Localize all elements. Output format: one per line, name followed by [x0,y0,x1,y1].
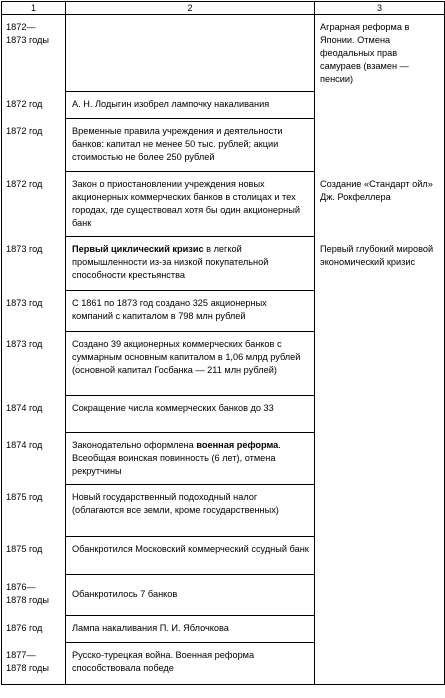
chronology-table [1,1,445,685]
event-text: . Всеобщая воинская повинность (6 лет), отмена рекрутчины [72,440,281,476]
year-cell: 1873 год [2,237,66,291]
header-row [2,2,445,15]
year-cell: 1873 год [2,332,66,396]
world-event-cell [315,575,445,616]
world-event-cell [315,616,445,643]
year-cell: 1872 год [2,119,66,172]
year-cell: 1876 год [2,616,66,643]
event-text: в легкой промышленности из-за низкой покупательной способности крестьянства [72,244,269,280]
table-row [2,575,445,616]
table-row [2,119,445,172]
event-cell: Русско-турецкая война. Военная реформа способствовала победе [66,643,315,685]
event-cell: Сокращение числа коммерческих банков до 33 [66,396,315,433]
table-row [2,291,445,332]
world-event-cell: Создание «Стандарт ойл» Дж. Рокфеллера [315,172,445,237]
table-row [2,485,445,537]
column-header-3: 3 [315,2,445,15]
table-row [2,537,445,575]
event-cell: Создано 39 акционерных коммерческих банков с суммарным основным капиталом в 1,06 млрд рублей (основной капитал Госбанка — 211 млн рублей) [66,332,315,396]
event-bold-text: Первый циклический кризис [72,244,204,254]
table-row [2,237,445,291]
table-row [2,332,445,396]
column-header-2: 2 [66,2,315,15]
year-cell: 1875 год [2,537,66,575]
world-event-cell [315,92,445,119]
year-cell: 1872 год [2,92,66,119]
column-header-1: 1 [2,2,66,15]
table-row [2,396,445,433]
world-event-cell [315,537,445,575]
event-cell [66,237,315,291]
event-cell: Обанкротилось 7 банков [66,575,315,616]
event-cell: Новый государственный подоходный налог (облагаются все земли, кроме государственных) [66,485,315,537]
year-cell: 1876— 1878 годы [2,575,66,616]
event-cell: А. Н. Лодыгин изобрел лампочку накаливания [66,92,315,119]
table-row [2,616,445,643]
world-event-cell: Первый глубокий мировой экономический кризис [315,237,445,291]
event-cell: Временные правила учреждения и деятельности банков: капитал не менее 50 тыс. рублей; акции стоимостью не более 250 рублей [66,119,315,172]
table-row [2,92,445,119]
year-cell: 1873 год [2,291,66,332]
world-event-cell [315,643,445,685]
event-text: Законодательно оформлена [72,440,197,450]
year-cell: 1872 год [2,172,66,237]
world-event-cell [315,291,445,332]
year-cell: 1877— 1878 годы [2,643,66,685]
event-cell: Обанкротился Московский коммерческий ссудный банк [66,537,315,575]
world-event-cell: Аграрная реформа в Японии. Отмена феодальных прав самураев (взамен — пенсии) [315,15,445,92]
event-cell [66,15,315,92]
world-event-cell [315,485,445,537]
event-cell: С 1861 по 1873 год создано 325 акционерных компаний с капиталом в 798 млн рублей [66,291,315,332]
world-event-cell [315,396,445,433]
event-cell: Лампа накаливания П. И. Яблочкова [66,616,315,643]
event-cell [66,433,315,485]
table-row [2,15,445,92]
year-cell: 1874 год [2,396,66,433]
year-cell: 1872— 1873 годы [2,15,66,92]
year-cell: 1875 год [2,485,66,537]
world-event-cell [315,332,445,396]
year-cell: 1874 год [2,433,66,485]
table-row [2,643,445,685]
table-row [2,433,445,485]
world-event-cell [315,119,445,172]
event-cell: Закон о приостановлении учреждения новых акционерных коммерческих банков в столицах и тех городах, где существовал хотя бы один акционерный банк [66,172,315,237]
table-row [2,172,445,237]
event-bold-text: военная реформа [196,440,279,450]
world-event-cell [315,433,445,485]
